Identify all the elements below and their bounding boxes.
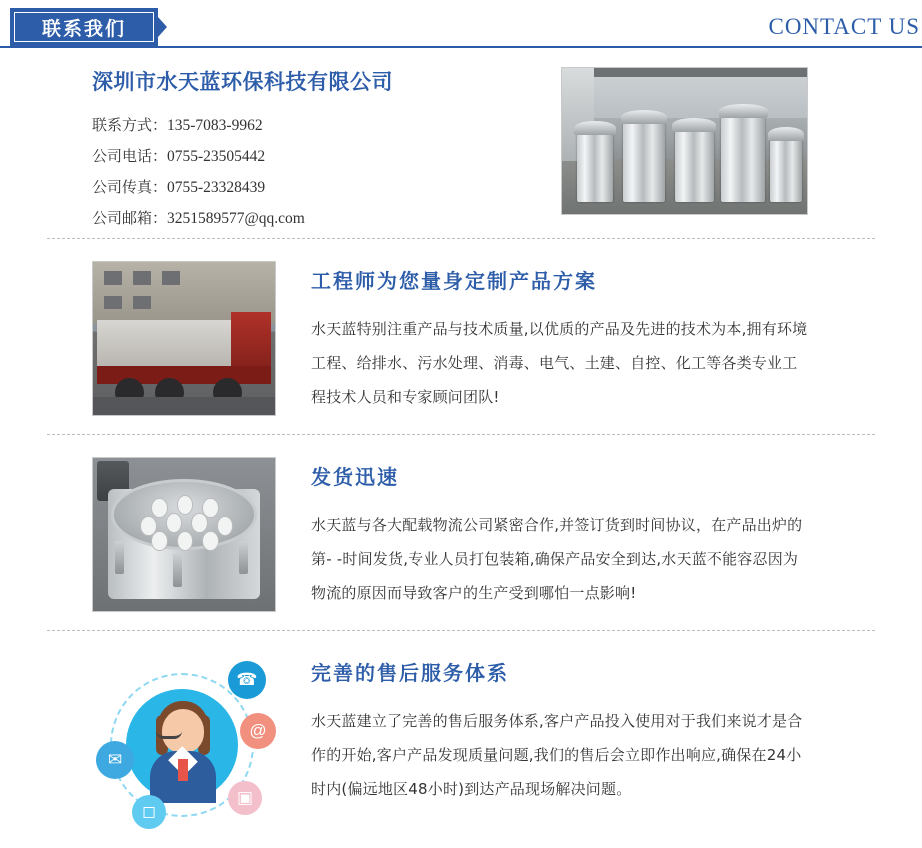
image-window (162, 271, 180, 285)
page-header (0, 0, 922, 48)
image-window (133, 271, 151, 285)
company-name: 深圳市水天蓝环保科技有限公司 (92, 70, 393, 94)
contact-value-phone: 0755-23505442 (167, 148, 266, 165)
image-cartridge (166, 513, 182, 533)
feature-image-truck (92, 261, 276, 416)
image-clamp-bolt (173, 553, 182, 587)
feature-image-service (92, 653, 276, 833)
contact-block (0, 48, 922, 238)
feature-body (311, 457, 811, 612)
feature-title: 发货迅速 (311, 465, 399, 489)
feature-text: 水天蓝与各大配载物流公司紧密合作,并签订货到时间协议，在产品出炉的第- -时间发货,专业人员打包装箱,确保产品安全到达,水天蓝不能容忍因为物流的原因而导致客户的生产受到哪怕一点影响! (311, 516, 803, 602)
at-icon: @ (240, 713, 276, 749)
filter-vessel (577, 132, 614, 202)
feature-row-fast-shipping (0, 435, 922, 630)
image-window (104, 296, 122, 310)
feature-image-filter (92, 457, 276, 612)
image-cartridge (151, 531, 167, 551)
agent-tie (178, 759, 188, 781)
image-cartridge (191, 513, 207, 533)
feature-row-custom-solution (0, 239, 922, 434)
image-cartridge (202, 531, 218, 551)
header-bar (0, 0, 922, 46)
chat-icon: ◻ (132, 795, 166, 829)
section-tab-label: 联系我们 (14, 12, 154, 42)
feature-row-after-sales (0, 631, 922, 848)
contact-label-fax: 公司传真： (92, 178, 168, 196)
image-cartridge (177, 495, 193, 515)
contact-photo (561, 67, 808, 215)
service-illustration (92, 653, 276, 833)
headset-icon (156, 731, 182, 739)
contact-value-fax: 0755-23328439 (167, 179, 266, 196)
image-window (133, 296, 151, 310)
mail-icon: ✉ (96, 741, 134, 779)
header-english-title: CONTACT US (768, 14, 920, 39)
image-cartridge (217, 516, 233, 536)
filter-vessel (770, 138, 802, 202)
contact-line-email (92, 203, 532, 234)
contact-line-phone (92, 141, 532, 172)
document-icon: ▣ (228, 781, 262, 815)
section-tab (10, 8, 158, 46)
phone-icon: ☎ (228, 661, 266, 699)
image-ground (93, 397, 275, 415)
contact-value-email: 3251589577@qq.com (167, 210, 305, 227)
contact-value-mobile: 135-7083-9962 (167, 117, 263, 134)
image-cartridge (151, 498, 167, 518)
image-clamp-bolt (239, 541, 248, 575)
contact-label-email: 公司邮箱： (92, 209, 168, 227)
contact-line-fax (92, 172, 532, 203)
feature-title: 工程师为您量身定制产品方案 (311, 269, 597, 293)
contact-label-phone: 公司电话： (92, 147, 168, 165)
contact-label-mobile: 联系方式： (92, 116, 168, 134)
filter-vessel (623, 121, 665, 203)
filter-vessel (675, 129, 714, 202)
tab-arrow-icon (158, 17, 167, 37)
contact-details (92, 66, 532, 234)
feature-body (311, 261, 811, 416)
filter-vessel (721, 115, 765, 203)
contact-line-mobile (92, 110, 532, 141)
feature-text: 水天蓝建立了完善的售后服务体系,客户产品投入使用对于我们来说才是合作的开始,客户产品发现质量问题,我们的售后会立即作出响应,确保在24小时内(偏远地区48小时)到达产品现场解决问题。 (311, 712, 803, 798)
feature-title: 完善的售后服务体系 (311, 661, 509, 685)
photo-ceiling-beam (562, 68, 807, 77)
image-window (104, 271, 122, 285)
feature-text: 水天蓝特别注重产品与技术质量,以优质的产品及先进的技术为本,拥有环境工程、给排水、污水处理、消毒、电气、土建、自控、化工等各类专业工程技术人员和专家顾问团队! (311, 320, 808, 406)
image-clamp-bolt (115, 541, 124, 575)
feature-body (311, 653, 811, 833)
